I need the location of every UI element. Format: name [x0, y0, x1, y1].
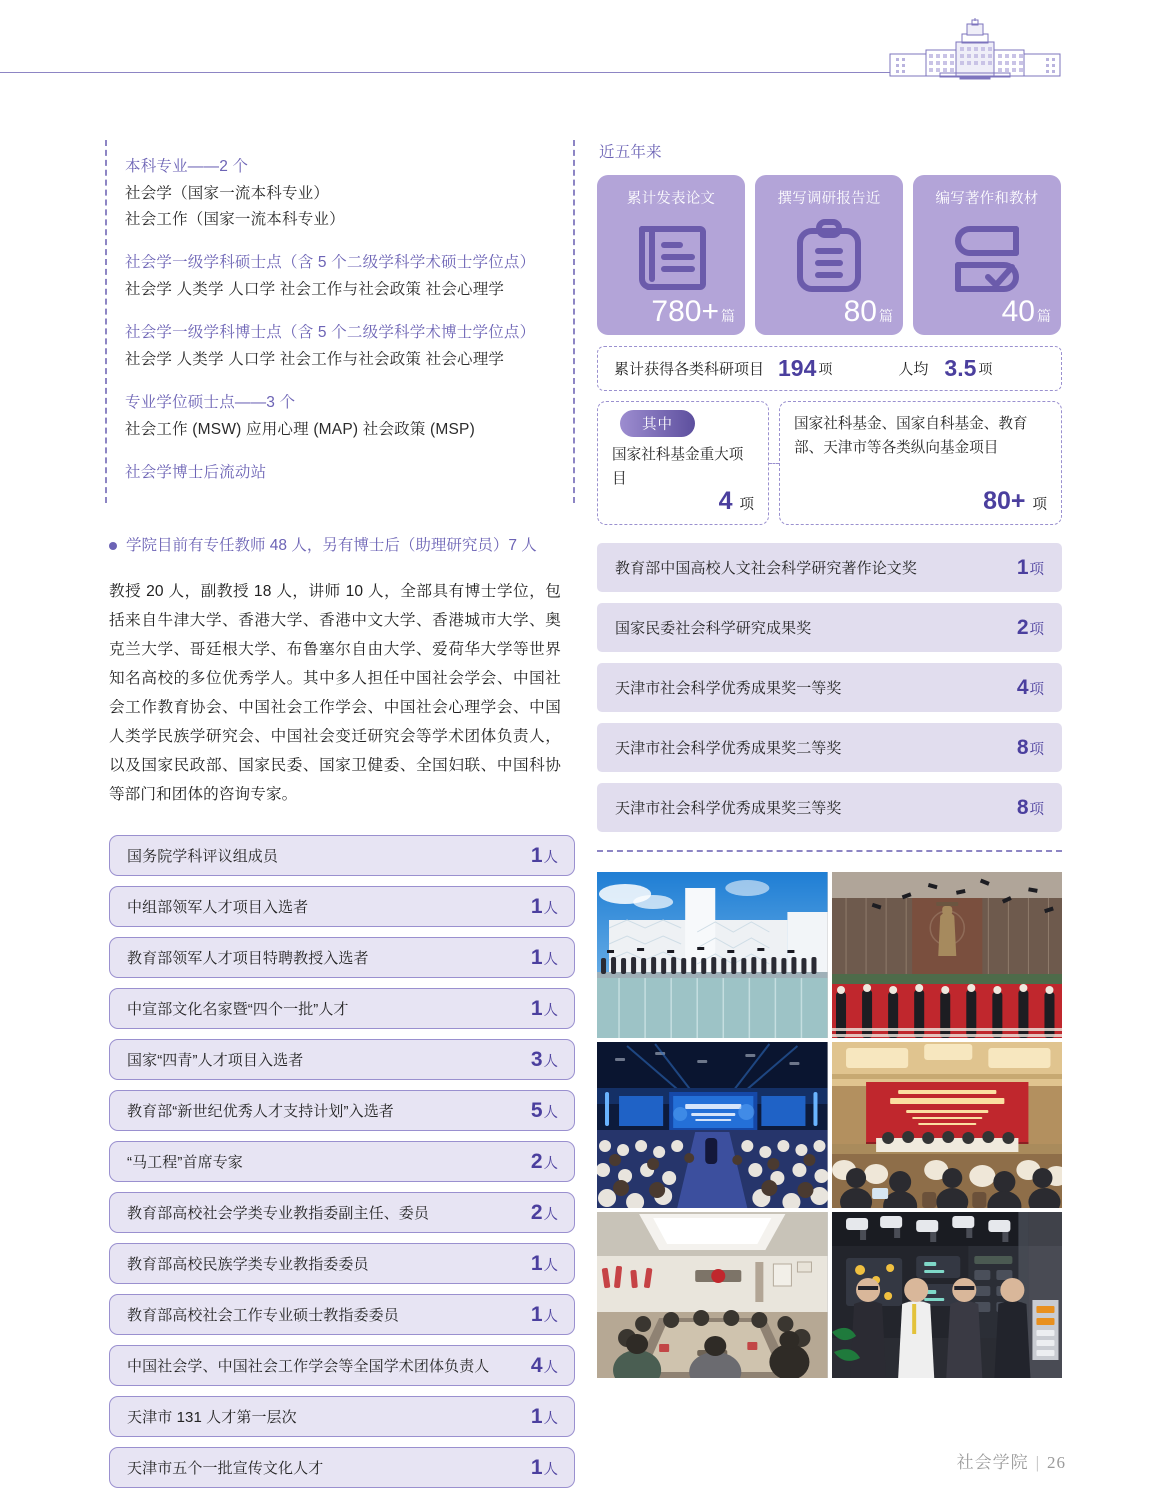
talent-label: 国家“四青”人才项目入选者 [127, 1052, 304, 1069]
talent-number: 1 [530, 996, 543, 1020]
talent-number: 1 [530, 1302, 543, 1326]
talent-value [531, 946, 558, 970]
faculty-headline-text: 学院目前有专任教师 48 人，另有博士后（助理研究员）7 人 [126, 537, 537, 554]
talent-row [109, 1141, 575, 1182]
stat-card-number: 80 [843, 295, 877, 328]
talent-row [109, 835, 575, 876]
photo-graduation-cap-toss [832, 872, 1063, 1038]
talent-number: 4 [530, 1353, 543, 1377]
clipboard-icon [786, 215, 872, 306]
talent-row [109, 886, 575, 927]
award-unit: 项 [1029, 741, 1044, 758]
talent-number: 1 [530, 1251, 543, 1275]
projects-avg-number: 3.5 [944, 355, 977, 381]
award-value [1017, 556, 1044, 580]
award-label: 天津市社会科学优秀成果奖一等奖 [615, 680, 842, 697]
award-number: 2 [1016, 615, 1029, 639]
right-column [597, 140, 1062, 1378]
footer-title: 社会学院 [956, 1453, 1029, 1472]
talent-label: 教育部高校民族学类专业教指委委员 [127, 1256, 369, 1273]
award-unit: 项 [1029, 681, 1044, 698]
talent-row [109, 1345, 575, 1386]
program-line: 社会学 人类学 人口学 社会工作与社会政策 社会心理学 [125, 351, 505, 368]
talent-unit: 人 [543, 1359, 558, 1376]
section-title-recent-years: 近五年来 [599, 144, 662, 161]
talent-unit: 人 [543, 1053, 558, 1070]
talent-label: 教育部高校社会工作专业硕士教指委委员 [127, 1307, 399, 1324]
program-block [125, 460, 555, 486]
award-value [1017, 796, 1044, 820]
talent-unit: 人 [543, 849, 558, 866]
talent-list [109, 835, 575, 1488]
talent-row [109, 1039, 575, 1080]
talent-label: 天津市五个一批宣传文化人才 [127, 1460, 324, 1477]
talent-label: 中宣部文化名家暨“四个一批”人才 [127, 1001, 349, 1018]
bullet-icon [109, 542, 117, 550]
book-check-icon [944, 215, 1030, 306]
talent-value [531, 1048, 558, 1072]
talent-row [109, 1447, 575, 1488]
talent-unit: 人 [543, 900, 558, 917]
talent-number: 3 [530, 1047, 543, 1071]
program-block [125, 154, 555, 233]
major-project-value [719, 487, 754, 516]
left-column [105, 140, 575, 1498]
vertical-funds-box [779, 401, 1062, 525]
talent-row [109, 1243, 575, 1284]
talent-label: 中国社会学、中国社会工作学会等全国学术团体负责人 [127, 1358, 490, 1375]
talent-label: 教育部领军人才项目特聘教授入选者 [127, 950, 369, 967]
stat-card-value [1002, 295, 1051, 329]
talent-unit: 人 [543, 1155, 558, 1172]
talent-value [531, 1456, 558, 1480]
photo-roundtable-meeting [597, 1212, 828, 1378]
header-rule [0, 72, 890, 73]
program-heading: 社会学一级学科硕士点（含 5 个二级学科学术硕士学位点） [125, 254, 536, 271]
sub-boxes-row [597, 401, 1062, 525]
stat-card-caption: 编写著作和教材 [935, 191, 1039, 207]
stat-card-number: 780+ [651, 295, 719, 328]
talent-number: 2 [530, 1149, 543, 1173]
stat-card-unit: 篇 [1037, 308, 1051, 324]
program-heading: 社会学一级学科博士点（含 5 个二级学科学术博士学位点） [125, 324, 536, 341]
talent-row [109, 1192, 575, 1233]
award-label: 天津市社会科学优秀成果奖二等奖 [615, 740, 842, 757]
section-divider [597, 850, 1062, 852]
book-icon [628, 215, 714, 306]
photo-graduation-terrace [597, 872, 828, 1038]
talent-value [531, 997, 558, 1021]
award-label: 国家民委社会科学研究成果奖 [615, 620, 812, 637]
program-block [125, 320, 555, 373]
talent-label: 中组部领军人才项目入选者 [127, 899, 309, 916]
award-unit: 项 [1029, 561, 1044, 578]
award-row [597, 603, 1062, 652]
program-line: 社会工作 (MSW) 应用心理 (MAP) 社会政策 (MSP) [125, 421, 475, 438]
award-number: 1 [1016, 555, 1029, 579]
program-line: 社会学（国家一流本科专业） [125, 185, 330, 202]
vertical-funds-value [983, 487, 1047, 516]
stat-card-value [844, 295, 893, 329]
award-label: 天津市社会科学优秀成果奖三等奖 [615, 800, 842, 817]
talent-value [531, 1405, 558, 1429]
stat-card-books [913, 175, 1061, 335]
program-line: 社会学 人类学 人口学 社会工作与社会政策 社会心理学 [125, 281, 505, 298]
major-project-unit: 项 [739, 497, 754, 513]
talent-row [109, 988, 575, 1029]
program-block [125, 250, 555, 303]
talent-label: 天津市 131 人才第一层次 [127, 1409, 297, 1426]
stat-card-papers [597, 175, 745, 335]
talent-row [109, 937, 575, 978]
talent-value [531, 895, 558, 919]
stat-card-row [597, 175, 1062, 335]
talent-value [531, 1099, 558, 1123]
award-row [597, 543, 1062, 592]
talent-number: 5 [530, 1098, 543, 1122]
page-header [0, 0, 1170, 100]
talent-number: 1 [530, 894, 543, 918]
projects-total-unit: 项 [818, 360, 833, 377]
nankai-main-building-icon [880, 18, 1070, 80]
program-heading: 专业学位硕士点——3 个 [125, 394, 296, 411]
talent-number: 2 [530, 1200, 543, 1224]
talent-number: 1 [530, 1404, 543, 1428]
talent-unit: 人 [543, 1257, 558, 1274]
award-list [597, 543, 1062, 832]
talent-value [531, 844, 558, 868]
stat-card-unit: 篇 [721, 308, 735, 324]
page-footer [957, 1448, 1066, 1473]
faculty-headline [109, 533, 575, 559]
award-value [1017, 676, 1044, 700]
talent-value [531, 1303, 558, 1327]
vertical-funds-text: 国家社科基金、国家自科基金、教育部、天津市等各类纵向基金项目 [794, 416, 1028, 456]
major-project-number: 4 [718, 487, 733, 515]
faculty-paragraph: 教授 20 人，副教授 18 人，讲师 10 人，全部具有博士学位，包括来自牛津大学、香港大学、香港中文大学、香港城市大学、奥克兰大学、哥廷根大学、布鲁塞尔自由大学、爱荷华大学等世界知名高校的多位优秀学人。其中多人担任中国社会学会、中国社会工作教育协会、中国社会工作学会、中国社会心理学会、中国人类学民族学研究会、中国社会变迁研究会等学术团体负责人，以及国家民政部、国家民委、国家卫健委、全国妇联、中国科协等部门和团体的咨询专家。 [109, 583, 561, 803]
talent-unit: 人 [543, 1410, 558, 1427]
talent-number: 1 [530, 843, 543, 867]
projects-total-number: 194 [778, 355, 817, 381]
stat-card-number: 40 [1001, 295, 1035, 328]
photo-grid [597, 872, 1062, 1378]
program-line: 社会工作（国家一流本科专业） [125, 211, 345, 228]
talent-number: 1 [530, 1455, 543, 1479]
talent-number: 1 [530, 945, 543, 969]
footer-separator: | [1035, 1453, 1040, 1472]
award-value [1017, 736, 1044, 760]
talent-label: 教育部高校社会学类专业教指委副主任、委员 [127, 1205, 430, 1222]
talent-unit: 人 [543, 1308, 558, 1325]
talent-unit: 人 [543, 1104, 558, 1121]
talent-row [109, 1294, 575, 1335]
talent-unit: 人 [543, 1461, 558, 1478]
award-number: 8 [1016, 735, 1029, 759]
award-unit: 项 [1029, 621, 1044, 638]
projects-total-box [597, 346, 1062, 391]
award-label: 教育部中国高校人文社会科学研究著作论文奖 [615, 560, 918, 577]
award-row [597, 723, 1062, 772]
photo-lab-visit [832, 1212, 1063, 1378]
talent-row [109, 1090, 575, 1131]
award-value [1017, 616, 1044, 640]
stat-card-unit: 篇 [879, 308, 893, 324]
talent-label: 国务院学科评议组成员 [127, 848, 279, 865]
talent-label: “马工程”首席专家 [127, 1154, 243, 1171]
talent-unit: 人 [543, 951, 558, 968]
program-heading: 本科专业——2 个 [125, 158, 249, 175]
stat-card-reports [755, 175, 903, 335]
among-which-badge: 其中 [620, 410, 695, 437]
program-block [125, 390, 555, 443]
award-unit: 项 [1029, 801, 1044, 818]
projects-total-label: 累计获得各类科研项目 [614, 361, 765, 378]
talent-label: 教育部“新世纪优秀人才支持计划”入选者 [127, 1103, 394, 1120]
stat-card-caption: 累计发表论文 [626, 191, 716, 207]
award-number: 8 [1016, 795, 1029, 819]
connector-line [769, 463, 779, 464]
talent-value [531, 1201, 558, 1225]
stat-card-caption: 撰写调研报告近 [777, 191, 881, 207]
talent-unit: 人 [543, 1206, 558, 1223]
award-number: 4 [1016, 675, 1029, 699]
talent-row [109, 1396, 575, 1437]
projects-avg-label: 人均 [898, 361, 929, 378]
major-project-box [597, 401, 769, 525]
talent-value [531, 1354, 558, 1378]
photo-conference-hall-blue [597, 1042, 828, 1208]
talent-value [531, 1252, 558, 1276]
programs-box [105, 140, 575, 503]
stat-card-value [651, 295, 735, 329]
vertical-funds-unit: 项 [1032, 497, 1047, 513]
photo-meeting-red-banner [832, 1042, 1063, 1208]
footer-page-number: 26 [1047, 1453, 1066, 1472]
award-row [597, 663, 1062, 712]
talent-unit: 人 [543, 1002, 558, 1019]
major-project-text: 国家社科基金重大项目 [612, 447, 744, 487]
projects-avg-unit: 项 [978, 360, 993, 377]
program-heading: 社会学博士后流动站 [125, 464, 267, 481]
vertical-funds-number: 80+ [983, 487, 1026, 515]
talent-value [531, 1150, 558, 1174]
award-row [597, 783, 1062, 832]
